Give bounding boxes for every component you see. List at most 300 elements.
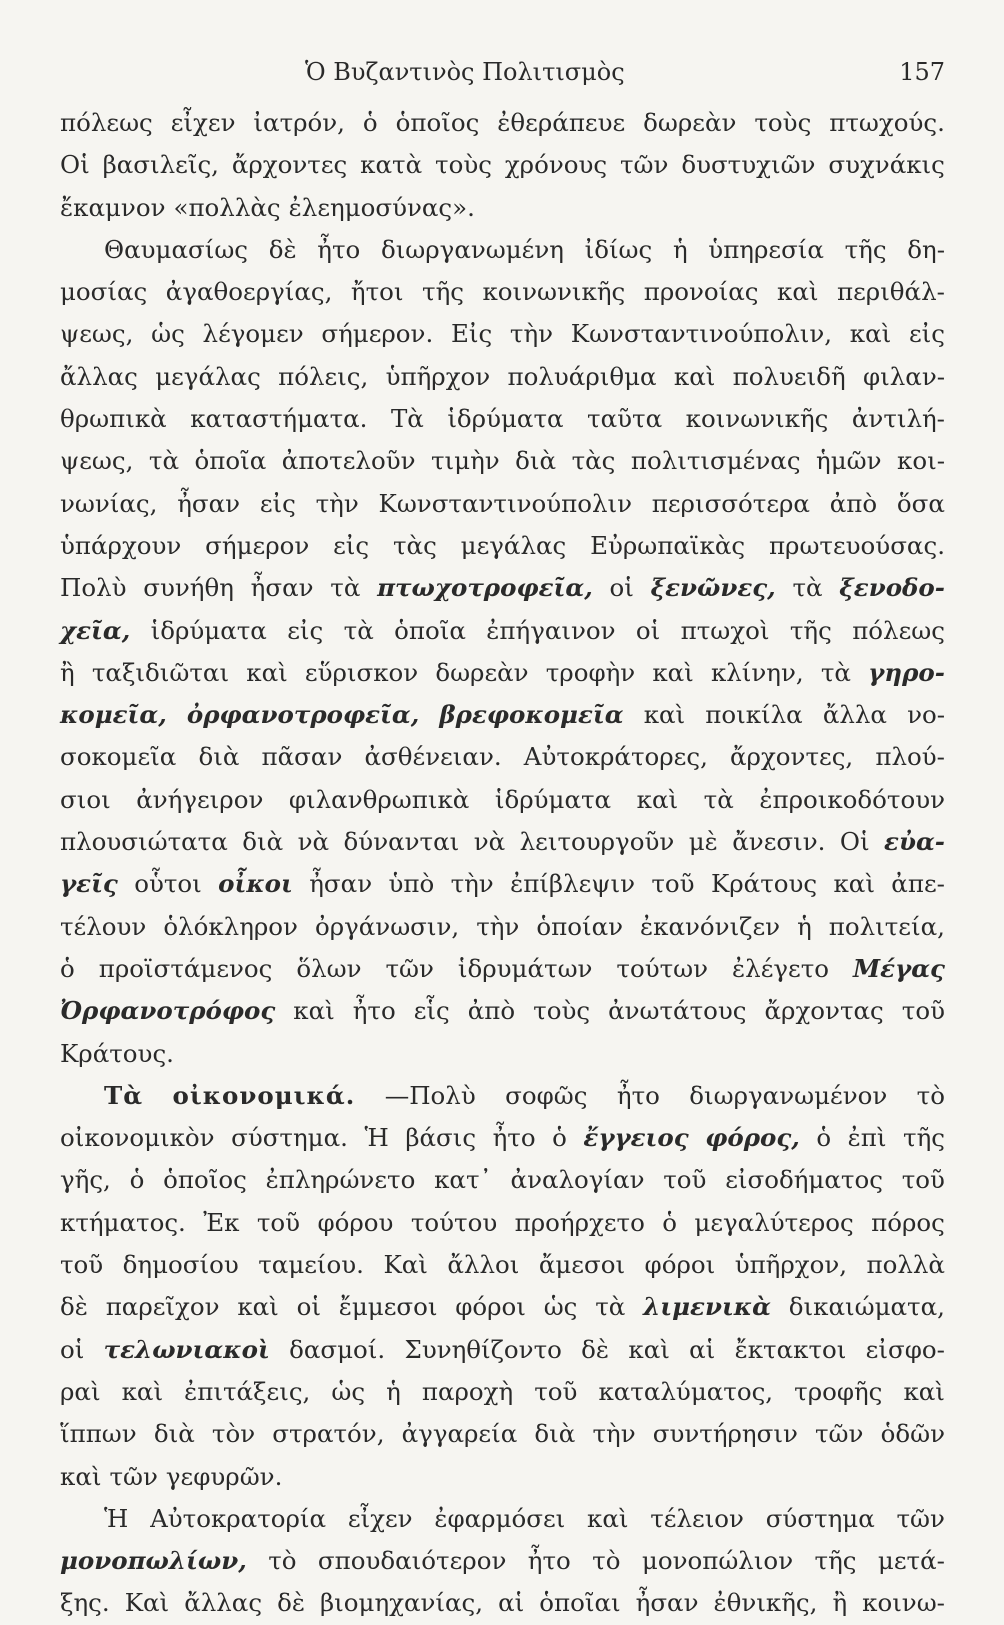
word: ὑπὸ <box>388 869 435 899</box>
word: σήμερον. <box>321 319 434 349</box>
word: τέλουν <box>60 911 147 941</box>
word: διὰ <box>153 1419 195 1449</box>
text-line <box>60 1371 945 1413</box>
word: Ἐκ <box>203 1207 240 1237</box>
word: τὸν <box>211 1419 256 1449</box>
word: ὡς <box>151 319 185 349</box>
word: καὶ <box>121 1376 164 1406</box>
word: ἐπίβλεψιν <box>510 869 636 899</box>
word: δὲ <box>277 1588 305 1618</box>
word: τοῦ <box>534 1376 578 1406</box>
word: οἱ <box>60 1334 85 1364</box>
word: διὰ <box>534 1419 576 1449</box>
word: ἀντιλή- <box>851 404 945 434</box>
word: τῶν <box>896 1503 945 1533</box>
word: ὁ <box>552 1123 567 1153</box>
word: πόλεως <box>852 615 945 645</box>
word: νο- <box>907 700 945 730</box>
emphasized-term: λιμενικὰ <box>643 1292 772 1322</box>
text-line <box>60 525 945 567</box>
emphasized-term: χεῖα, <box>60 615 131 645</box>
word: ἐθνικῆς, <box>713 1588 818 1618</box>
word: Εἰς <box>450 319 493 349</box>
word: τὴν <box>476 911 520 941</box>
text-line <box>60 863 945 905</box>
running-title: Ὁ Βυζαντινὸς Πολιτισμὸς <box>305 58 625 86</box>
word: καὶ <box>246 657 288 687</box>
text-line <box>60 313 945 355</box>
word: ὁ <box>129 1165 145 1195</box>
text-line <box>60 610 945 652</box>
word: τῶν <box>385 953 434 983</box>
word: βάσις <box>405 1123 477 1153</box>
word: δικαιώματα, <box>788 1292 945 1322</box>
word: ὁ <box>816 1123 832 1153</box>
word: περιθάλ- <box>837 277 945 307</box>
section-heading: οἰκονομικά. <box>172 1080 356 1110</box>
word: ὁποῖαι <box>539 1588 621 1618</box>
word: ὑπάρχουν <box>60 530 182 560</box>
word: μετά- <box>877 1546 945 1576</box>
word: ταῦτα <box>587 404 663 434</box>
word: τῶν <box>619 150 669 180</box>
word: κλίνην, <box>710 657 804 687</box>
word: σήμερον <box>205 530 310 560</box>
word: φιλανθρωπικὰ <box>288 784 470 814</box>
word: ἐφαρμόσει <box>434 1503 566 1533</box>
word: τὰ <box>343 615 374 645</box>
word: πόλεις, <box>278 361 369 391</box>
text-line <box>60 483 945 525</box>
word: ψεως, <box>60 446 134 476</box>
text-line <box>60 440 945 482</box>
word: Κράτους. <box>60 1038 174 1068</box>
word: ἀγγαρεία <box>401 1419 518 1449</box>
word: εὕρισκον <box>304 657 419 687</box>
text-line <box>60 567 945 609</box>
text-line <box>60 1075 945 1117</box>
word: βιομηχανίας, <box>320 1588 484 1618</box>
word: τὰ <box>595 1292 626 1322</box>
emphasized-term: τελωνιακοὶ <box>103 1334 270 1364</box>
word: προήρχετο <box>514 1207 645 1237</box>
word: σύστημα. <box>231 1123 348 1153</box>
word: δὲ <box>268 234 297 264</box>
word: διωργανωμένη <box>380 234 564 264</box>
word: τὰ <box>820 657 851 687</box>
word: διὰ <box>515 446 557 476</box>
word: σπουδαιότερον <box>317 1546 507 1576</box>
word: καταστήματα. <box>190 404 368 434</box>
word: κοινω- <box>862 1588 945 1618</box>
word: εἷς <box>413 996 450 1026</box>
text-line <box>60 821 945 863</box>
word: νὰ <box>297 827 330 857</box>
word: εἰς <box>259 488 296 518</box>
word: Ἡ <box>104 1503 129 1533</box>
word: τὸ <box>916 1080 945 1110</box>
word: παρεῖχον <box>105 1292 220 1322</box>
word: διωργανωμένον <box>689 1080 888 1110</box>
word: πλουσιώτατα <box>60 827 228 857</box>
word: ἀναλογίαν <box>510 1165 645 1195</box>
emphasized-term: ὀρφανοτροφεῖα, <box>186 700 420 730</box>
word: τὰς <box>392 530 437 560</box>
word: στρατόν, <box>272 1419 385 1449</box>
word: τὴν <box>509 319 554 349</box>
word: ἡμῶν <box>816 446 882 476</box>
word: Ἡ <box>364 1123 389 1153</box>
word: τοῦ <box>651 869 695 899</box>
emphasized-term: Μέγας <box>853 953 945 983</box>
word: ἐπληρώνετο <box>265 1165 416 1195</box>
word: τοῦ <box>901 996 945 1026</box>
word: τὰ <box>148 446 180 476</box>
word: ἔκτακτοι <box>734 1334 847 1364</box>
word: οὗτοι <box>134 869 202 899</box>
word: συνήθη <box>143 573 234 603</box>
word: πολυειδῆ <box>732 361 846 391</box>
word: Αὐτοκράτορες, <box>523 742 708 772</box>
word: Εὐρωπαϊκὰς <box>590 530 746 560</box>
word: φόροι <box>644 1250 716 1280</box>
word: ραὶ <box>60 1376 101 1406</box>
text-line <box>60 1498 945 1540</box>
word: δωρεὰν <box>435 657 529 687</box>
word: ψεως, <box>60 319 134 349</box>
word: ὁποίαν <box>536 911 624 941</box>
word: ἐλεημοσύνας». <box>288 192 475 222</box>
section-heading: Τὰ <box>104 1080 144 1110</box>
text-line <box>60 1117 945 1159</box>
word: δύνανται <box>343 827 460 857</box>
word: ἢ <box>832 1588 848 1618</box>
word: ξης. <box>60 1588 110 1618</box>
text-line <box>60 736 945 778</box>
word: ὁδῶν <box>880 1419 945 1449</box>
text-line <box>60 1329 945 1371</box>
word: δὲ <box>60 1292 88 1322</box>
word: πόρος <box>871 1207 945 1237</box>
word: οἱ <box>609 573 634 603</box>
word: δυστυχιῶν <box>681 150 816 180</box>
word: πτωχοὶ <box>680 615 770 645</box>
word: πτωχούς. <box>829 108 945 137</box>
word: τὸ <box>268 1546 297 1576</box>
word: ὅλων <box>296 953 362 983</box>
word: τροφὴν <box>545 657 636 687</box>
word: Οἱ <box>839 827 870 857</box>
word: —Πολὺ <box>384 1080 476 1110</box>
word: ἀπε- <box>891 869 945 899</box>
word: ἄλλα <box>822 700 887 730</box>
text-line <box>60 652 945 694</box>
word: ὁ <box>662 1207 677 1237</box>
word: θρωπικὰ <box>60 404 167 434</box>
word: ἐπιτάξεις, <box>184 1376 311 1406</box>
text-line <box>60 779 945 821</box>
word: τῆς <box>844 234 887 264</box>
emphasized-term: φόρος, <box>705 1123 800 1153</box>
word: ὁ <box>362 108 378 137</box>
word: νὰ <box>473 827 506 857</box>
word: λειτουργοῦν <box>519 827 675 857</box>
word: καὶ <box>636 784 679 814</box>
word: τροφῆς <box>794 1376 883 1406</box>
word: ἦτο <box>527 1546 571 1576</box>
word: αἱ <box>498 1588 525 1618</box>
word: Θαυμασίως <box>104 234 249 264</box>
text-line <box>60 1286 945 1328</box>
word: ἦτο <box>492 1123 536 1153</box>
word: ἦτο <box>317 234 361 264</box>
text-line <box>60 229 945 271</box>
word: ἰδίως <box>584 234 653 264</box>
word: καὶ <box>60 1461 102 1491</box>
word: βασιλεῖς, <box>102 150 219 180</box>
word: Κωνσταντινούπολιν <box>378 488 632 518</box>
word: τῆς <box>789 615 832 645</box>
word: κοι- <box>897 446 945 476</box>
word: ἀπὸ <box>467 996 516 1026</box>
word: ταξιδιῶται <box>91 657 230 687</box>
emphasized-term: εὐα- <box>884 827 945 857</box>
word: ὑπῆρχον, <box>734 1250 848 1280</box>
word: κτήματος. <box>60 1207 186 1237</box>
word: δημοσίου <box>122 1250 239 1280</box>
word: διὰ <box>242 827 284 857</box>
word: προϊστάμενος <box>98 953 273 983</box>
word: περισσότερα <box>651 488 810 518</box>
word: μεγάλας <box>155 361 261 391</box>
word: τὴν <box>450 869 494 899</box>
word: τὰς <box>571 446 616 476</box>
word: ἐπροικοδότουν <box>759 784 945 814</box>
word: τούτου <box>410 1207 498 1237</box>
text-line <box>60 906 945 948</box>
word: ὁποῖος <box>163 1165 247 1195</box>
word: σύστημα <box>765 1503 875 1533</box>
word: ἡ <box>672 234 688 264</box>
text-line <box>60 398 945 440</box>
word: Τὰ <box>390 404 424 434</box>
word: τοὺς <box>435 150 492 180</box>
word: ἀγαθοεργίας, <box>165 277 333 307</box>
word: πολιτεία, <box>828 911 945 941</box>
text-line <box>60 144 945 186</box>
word: δασμοί. <box>289 1334 386 1364</box>
page-number: 157 <box>899 58 945 86</box>
word: ἄλλας <box>184 1588 263 1618</box>
word: ἐλέγετο <box>732 953 830 983</box>
emphasized-term: κομεῖα, <box>60 700 167 730</box>
word: Πολὺ <box>60 573 127 603</box>
word: εἶχεν <box>170 108 236 137</box>
word: ἄμεσοι <box>538 1250 626 1280</box>
text-line <box>60 948 945 990</box>
word: ὑπῆρχον <box>385 361 491 391</box>
word: ποικίλα <box>705 700 803 730</box>
emphasized-term: πτωχοτροφεῖα, <box>377 573 593 603</box>
word: αἱ <box>689 1334 716 1364</box>
emphasized-term: γεῖς <box>60 869 118 899</box>
word: δωρεὰν <box>643 108 737 137</box>
word: ἱδρυμάτων <box>457 953 593 983</box>
word: τοὺς <box>754 108 812 137</box>
word: ἄρχοντες, <box>730 742 854 772</box>
word: ἱδρύματα <box>150 615 267 645</box>
word: ἦτο <box>616 1080 660 1110</box>
word: τῆς <box>422 277 464 307</box>
text-line <box>60 187 945 229</box>
word: ἀνωτάτους <box>608 996 747 1026</box>
word: σοφῶς <box>505 1080 588 1110</box>
word: τοῦ <box>663 1165 707 1195</box>
word: ὅσα <box>896 488 945 518</box>
emphasized-term: βρεφοκομεῖα <box>439 700 624 730</box>
word: πρωτευούσας. <box>768 530 945 560</box>
word: πολυάριθμα <box>507 361 657 391</box>
word: δὲ <box>581 1334 610 1364</box>
word: πολλὰ <box>866 1250 945 1280</box>
word: παροχὴ <box>421 1376 514 1406</box>
word: εἰς <box>287 615 324 645</box>
word: ἦσαν <box>177 488 241 518</box>
word: ἱδρύματα <box>447 404 564 434</box>
word: ἦτο <box>352 996 396 1026</box>
word: τὰ <box>792 573 823 603</box>
word: καὶ <box>673 361 716 391</box>
emphasized-term: ξενοδο- <box>839 573 945 603</box>
word: γεφυρῶν. <box>165 1461 283 1491</box>
emphasized-term: γηρο- <box>868 657 945 687</box>
word: ἐθεράπευε <box>497 108 626 137</box>
word: τὰ <box>703 784 734 814</box>
word: ὁποῖος <box>395 108 480 137</box>
text-line <box>60 271 945 313</box>
word: τοῦ <box>256 1207 301 1237</box>
word: διὰ <box>198 742 240 772</box>
word: ταμείου. <box>258 1250 364 1280</box>
word: φόροι <box>455 1292 526 1322</box>
word: ἦσαν <box>250 573 314 603</box>
word: καὶ <box>777 277 819 307</box>
word: οἱ <box>296 1292 321 1322</box>
word: ὡς <box>331 1376 366 1406</box>
word: μοσίας <box>60 277 148 307</box>
word: καὶ <box>849 319 892 349</box>
word: τὴν <box>315 488 359 518</box>
word: σιοι <box>60 784 111 814</box>
word: τοὺς <box>533 996 591 1026</box>
word: ὁποῖα <box>194 446 267 476</box>
word: τοῦ <box>901 1165 945 1195</box>
word: κοινωνικῆς <box>685 404 829 434</box>
word: πᾶσαν <box>261 742 343 772</box>
text-line <box>60 990 945 1032</box>
word: σοκομεῖα <box>60 742 177 772</box>
word: ἢ <box>60 657 75 687</box>
word: ἤτοι <box>350 277 404 307</box>
word: καὶ <box>587 1503 629 1533</box>
word: ὁλόκληρον <box>163 911 298 941</box>
word: Συνηθίζοντο <box>404 1334 562 1364</box>
word: πόλεως <box>60 108 153 137</box>
word: ὁποῖα <box>394 615 466 645</box>
word: πολιτισμένας <box>630 446 801 476</box>
word: καὶ <box>237 1292 279 1322</box>
emphasized-term: ξενῶνες, <box>650 573 776 603</box>
text-line <box>60 1540 945 1582</box>
word: ὑπηρεσία <box>708 234 824 264</box>
word: ἐπὶ <box>847 1123 887 1153</box>
word: τῆς <box>814 1546 857 1576</box>
text-line <box>60 102 945 144</box>
word: Οἱ <box>60 150 90 180</box>
word: τὸ <box>592 1546 621 1576</box>
word: ἐπήγαινον <box>486 615 616 645</box>
word: ἔμμεσοι <box>338 1292 438 1322</box>
word: Καὶ <box>383 1250 428 1280</box>
word: μὲ <box>688 827 718 857</box>
word: Αὐτοκρατορία <box>150 1503 327 1533</box>
word: καὶ <box>628 1334 670 1364</box>
body-text <box>60 102 945 1625</box>
word: τῶν <box>815 1419 864 1449</box>
word: τὴν <box>592 1419 636 1449</box>
word: ἵππων <box>60 1419 137 1449</box>
text-line <box>60 1033 945 1075</box>
word: τοῦ <box>60 1250 104 1280</box>
word: κοινωνικῆς <box>482 277 626 307</box>
text-line <box>60 356 945 398</box>
word: ἦσαν <box>309 869 373 899</box>
word: εἶχεν <box>347 1503 413 1533</box>
word: Καὶ <box>124 1588 170 1618</box>
word: Κράτους <box>710 869 818 899</box>
word: εἰς <box>908 319 945 349</box>
word: καὶ <box>643 700 686 730</box>
word: ἔκαμνον <box>60 192 166 222</box>
text-line <box>60 1159 945 1201</box>
word: εἰσοδήματος <box>725 1165 883 1195</box>
word: ἦσαν <box>635 1588 699 1618</box>
word: ἀποτελοῦν <box>281 446 416 476</box>
text-line <box>60 1244 945 1286</box>
word: τιμὴν <box>431 446 500 476</box>
text-line <box>60 1582 945 1624</box>
word: χρόνους <box>504 150 608 180</box>
word: ἡ <box>386 1376 401 1406</box>
word: «πολλὰς <box>173 192 281 222</box>
word: συχνάκις <box>828 150 945 180</box>
emphasized-term: Ὀρφανοτρόφος <box>60 996 276 1026</box>
word: μονοπώλιον <box>641 1546 794 1576</box>
word: ἄλλοι <box>447 1250 520 1280</box>
word: ἄρχοντας <box>764 996 884 1026</box>
word: τῆς <box>903 1123 945 1153</box>
word: ἀπὸ <box>829 488 878 518</box>
word: λέγομεν <box>202 319 304 349</box>
word: ἄρχοντες <box>231 150 348 180</box>
text-line <box>60 1413 945 1455</box>
text-line <box>60 694 945 736</box>
word: ἀσθένειαν. <box>364 742 502 772</box>
word: τέλειον <box>650 1503 744 1533</box>
word: ὁ <box>60 953 75 983</box>
word: τῶν <box>109 1461 158 1491</box>
word: καταλύματος, <box>598 1376 774 1406</box>
